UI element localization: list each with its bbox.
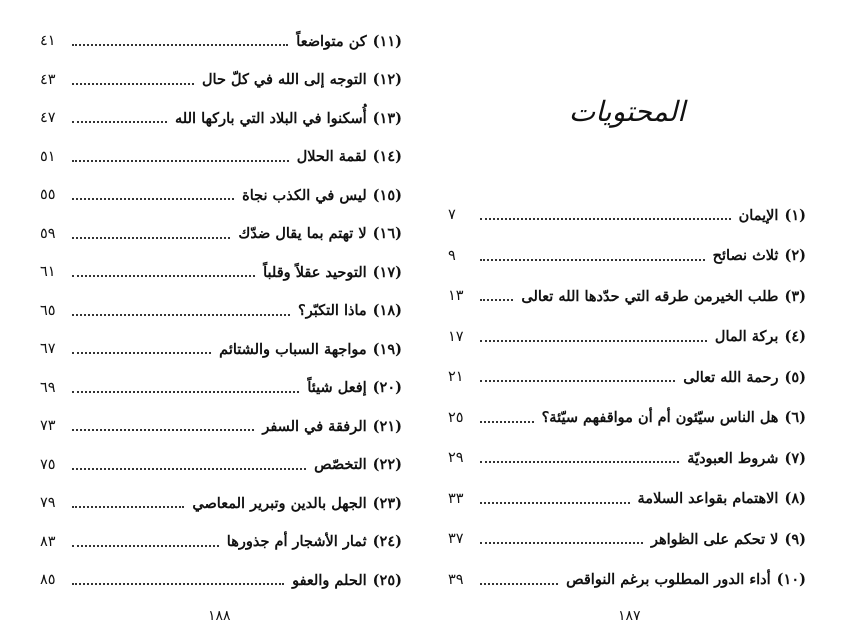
entry-page-number: ٤١ bbox=[40, 33, 56, 50]
entry-page-number: ٦١ bbox=[40, 264, 56, 281]
entry-page-number: ٢١ bbox=[448, 369, 464, 386]
dot-leader bbox=[72, 352, 211, 354]
dot-leader bbox=[72, 429, 254, 431]
toc-entry[interactable] bbox=[40, 484, 402, 523]
entry-title: مواجهة السباب والشتائم bbox=[219, 340, 367, 358]
entry-number: (١٧) bbox=[372, 263, 402, 281]
toc-entry[interactable] bbox=[448, 236, 806, 277]
toc-entry[interactable] bbox=[40, 253, 402, 292]
entry-title: أُسكنوا في البلاد التي باركها الله bbox=[175, 109, 367, 127]
dot-leader bbox=[72, 275, 255, 277]
toc-entry[interactable] bbox=[40, 176, 402, 215]
dot-leader bbox=[480, 259, 705, 261]
entry-number: (٩) bbox=[784, 530, 806, 548]
entry-number: (٢٤) bbox=[372, 533, 402, 551]
dot-leader bbox=[72, 583, 284, 585]
dot-leader bbox=[480, 380, 675, 382]
entry-number: (١٤) bbox=[372, 148, 402, 166]
entry-number: (١) bbox=[784, 206, 806, 224]
left-page bbox=[40, 0, 402, 639]
toc-entry[interactable] bbox=[40, 215, 402, 254]
entry-title: ثمار الأشجار أم جذورها bbox=[226, 533, 367, 551]
toc-entry[interactable] bbox=[40, 330, 402, 369]
toc-entry[interactable] bbox=[448, 195, 806, 236]
entry-number: (١٢) bbox=[372, 71, 402, 89]
toc-entry[interactable] bbox=[40, 99, 402, 138]
entry-page-number: ٥٥ bbox=[40, 187, 56, 204]
dot-leader bbox=[72, 391, 299, 393]
toc-entry[interactable] bbox=[40, 292, 402, 331]
entry-title: التوحيد عقلاً وقلباً bbox=[263, 263, 367, 281]
entry-title: التوجه إلى الله في كلّ حال bbox=[202, 71, 367, 89]
entry-title: لا تحكم على الظواهر bbox=[650, 530, 779, 548]
entry-page-number: ٣٩ bbox=[448, 571, 464, 588]
entry-title: الاهتمام بقواعد السلامة bbox=[637, 490, 779, 508]
dot-leader bbox=[72, 314, 290, 316]
entry-number: (١٥) bbox=[372, 186, 402, 204]
toc-entry[interactable] bbox=[448, 276, 806, 317]
entry-title: ماذا التكبّر؟ bbox=[298, 302, 367, 320]
dot-leader bbox=[72, 160, 289, 162]
entry-number: (٥) bbox=[784, 368, 806, 386]
entry-number: (٢) bbox=[784, 247, 806, 265]
entry-number: (٦) bbox=[784, 409, 806, 427]
entry-page-number: ٦٧ bbox=[40, 341, 56, 358]
dot-leader bbox=[72, 506, 184, 508]
entry-page-number: ٩ bbox=[448, 247, 456, 264]
entry-title: رحمة الله تعالى bbox=[683, 368, 779, 386]
dot-leader bbox=[480, 583, 558, 585]
entry-number: (٤) bbox=[784, 328, 806, 346]
entry-page-number: ٤٣ bbox=[40, 71, 56, 88]
entry-number: (١٨) bbox=[372, 302, 402, 320]
entry-page-number: ٣٣ bbox=[448, 490, 464, 507]
entry-title: الإيمان bbox=[738, 206, 779, 224]
entry-title: ليس في الكذب نجاة bbox=[242, 186, 367, 204]
entry-title: التخصّص bbox=[314, 456, 367, 474]
dot-leader bbox=[72, 198, 234, 200]
entry-title: بركة المال bbox=[714, 328, 779, 346]
toc-entry[interactable] bbox=[40, 61, 402, 100]
entry-title: شروط العبوديّة bbox=[687, 449, 779, 467]
dot-leader bbox=[480, 421, 534, 423]
dot-leader bbox=[480, 542, 643, 544]
toc-entry[interactable] bbox=[448, 519, 806, 560]
entry-page-number: ٢٩ bbox=[448, 450, 464, 467]
dot-leader bbox=[480, 218, 731, 220]
entry-title: الرفقة في السفر bbox=[262, 417, 367, 435]
dot-leader bbox=[480, 461, 679, 463]
toc-entry[interactable] bbox=[448, 479, 806, 520]
dot-leader bbox=[72, 121, 167, 123]
entry-page-number: ٥٩ bbox=[40, 225, 56, 242]
entry-title: هل الناس سيّئون أم أن مواقفهم سيّئة؟ bbox=[541, 409, 779, 427]
entry-page-number: ٥١ bbox=[40, 148, 56, 165]
entry-number: (٧) bbox=[784, 449, 806, 467]
page-number: ١٨٨ bbox=[208, 608, 231, 624]
entry-title: طلب الخيرمن طرقه التي حدّدها الله تعالى bbox=[521, 287, 779, 305]
entry-page-number: ٦٥ bbox=[40, 302, 56, 319]
entry-number: (٨) bbox=[784, 490, 806, 508]
toc-list-right bbox=[448, 195, 806, 600]
toc-entry[interactable] bbox=[448, 560, 806, 601]
entry-title: الجهل بالدين وتبرير المعاصي bbox=[192, 494, 367, 512]
toc-entry[interactable] bbox=[40, 369, 402, 408]
page-number: ١٨٧ bbox=[618, 608, 641, 624]
dot-leader bbox=[480, 340, 707, 342]
entry-number: (٢٣) bbox=[372, 494, 402, 512]
contents-heading: المحتويات bbox=[568, 95, 686, 128]
entry-page-number: ٨٣ bbox=[40, 533, 56, 550]
entry-page-number: ٤٧ bbox=[40, 110, 56, 127]
toc-entry[interactable] bbox=[40, 407, 402, 446]
entry-number: (٣) bbox=[784, 287, 806, 305]
entry-title: إفعل شيئاً bbox=[307, 379, 367, 397]
dot-leader bbox=[72, 545, 219, 547]
entry-number: (١١) bbox=[372, 32, 402, 50]
entry-page-number: ٧٩ bbox=[40, 495, 56, 512]
toc-entry[interactable] bbox=[40, 138, 402, 177]
entry-page-number: ٧٣ bbox=[40, 418, 56, 435]
entry-title: الحلم والعفو bbox=[292, 571, 367, 589]
entry-number: (١٦) bbox=[372, 225, 402, 243]
entry-number: (١٩) bbox=[372, 340, 402, 358]
toc-entry[interactable] bbox=[40, 523, 402, 562]
dot-leader bbox=[72, 44, 288, 46]
toc-entry[interactable] bbox=[448, 398, 806, 439]
dot-leader bbox=[480, 299, 513, 301]
entry-number: (٢٢) bbox=[372, 456, 402, 474]
toc-entry[interactable] bbox=[40, 446, 402, 485]
dot-leader bbox=[480, 502, 630, 504]
entry-page-number: ٨٥ bbox=[40, 572, 56, 589]
entry-title: أداء الدور المطلوب برغم النواقص bbox=[566, 571, 771, 589]
dot-leader bbox=[72, 468, 306, 470]
entry-number: (٢٥) bbox=[372, 571, 402, 589]
entry-title: كن متواضعاً bbox=[296, 32, 367, 50]
entry-number: (٢١) bbox=[372, 417, 402, 435]
entry-page-number: ١٧ bbox=[448, 328, 464, 345]
entry-page-number: ٣٧ bbox=[448, 531, 464, 548]
entry-page-number: ٧٥ bbox=[40, 456, 56, 473]
entry-page-number: ٢٥ bbox=[448, 409, 464, 426]
entry-number: (١٣) bbox=[372, 109, 402, 127]
toc-entry[interactable] bbox=[448, 357, 806, 398]
entry-title: لقمة الحلال bbox=[296, 148, 367, 166]
dot-leader bbox=[72, 237, 230, 239]
toc-entry[interactable] bbox=[448, 317, 806, 358]
entry-title: ثلاث نصائح bbox=[712, 247, 779, 265]
entry-title: لا تهتم بما يقال ضدّك bbox=[238, 225, 367, 243]
entry-number: (٢٠) bbox=[372, 379, 402, 397]
toc-entry[interactable] bbox=[40, 22, 402, 61]
toc-entry[interactable] bbox=[448, 438, 806, 479]
toc-list-left bbox=[40, 22, 402, 600]
dot-leader bbox=[72, 83, 194, 85]
entry-page-number: ٧ bbox=[448, 207, 456, 224]
toc-entry[interactable] bbox=[40, 561, 402, 600]
right-page bbox=[448, 0, 806, 639]
entry-number: (١٠) bbox=[776, 571, 806, 589]
entry-page-number: ١٣ bbox=[448, 288, 464, 305]
entry-page-number: ٦٩ bbox=[40, 379, 56, 396]
